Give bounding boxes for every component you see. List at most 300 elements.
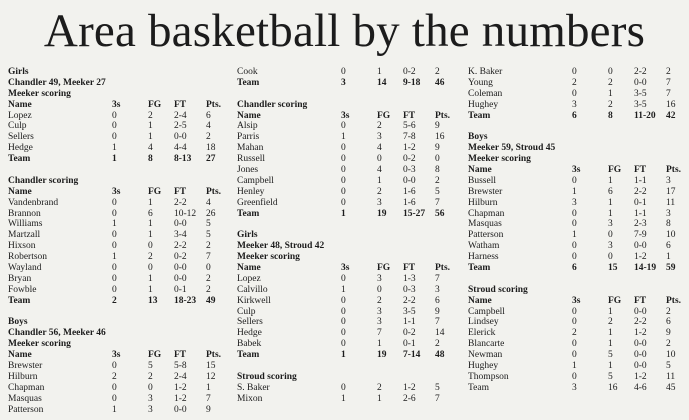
field-goals: 1 [377,339,382,350]
points: 9 [435,306,440,317]
player-stat-row [468,219,682,230]
points: Pts. [666,165,682,176]
three-pointers: 3 [572,99,577,110]
free-throws: 1-2 [174,393,187,404]
points: 9 [206,404,211,415]
field-goals: 1 [148,132,153,143]
section-heading: Meeker 48, Stroud 42 [237,241,325,252]
player-name: S. Baker [237,382,270,393]
player-stat-row [237,67,453,78]
player-stat-row [8,132,224,143]
field-goals: 2 [377,121,382,132]
player-name: Name [8,99,32,110]
three-pointers: 0 [112,263,117,274]
section-heading: Girls [8,67,29,77]
three-pointers: 0 [341,121,346,132]
section-heading: Meeker scoring [8,88,71,99]
free-throws: 7-8 [403,132,416,143]
player-stat-row [468,187,682,198]
free-throws: 4-4 [174,143,187,154]
player-name: Bussell [468,175,496,186]
points: 2 [666,339,671,350]
field-goals: 3 [377,132,382,143]
player-stat-row [468,100,682,111]
three-pointers: 0 [572,67,577,77]
player-stat-row [468,230,682,241]
player-name: Name [468,295,492,306]
player-stat-row [8,361,224,372]
field-goals: 3 [377,317,382,328]
player-name: Hedge [8,143,33,154]
three-pointers: 0 [572,219,577,230]
free-throws: 0-0 [174,132,187,143]
field-goals: 1 [608,208,613,219]
free-throws: 0-0 [174,404,187,415]
player-name: Young [468,77,493,88]
three-pointers: 0 [112,208,117,219]
three-pointers: 0 [341,382,346,393]
points: 48 [435,350,445,361]
field-goals: 13 [148,295,158,306]
field-goals: 1 [608,339,613,350]
field-goals: 14 [377,77,387,88]
points: Pts. [206,350,222,361]
free-throws: 0-0 [174,263,187,274]
field-goals: FG [608,165,622,176]
field-goals: 1 [148,197,153,208]
player-stat-row [8,263,224,274]
section-heading: Meeker 59, Stroud 45 [468,143,556,154]
three-pointers: 0 [341,186,346,197]
points: 2 [435,339,440,350]
free-throws: 8-13 [174,154,192,165]
player-stat-row [237,296,453,307]
points: Pts. [435,110,451,121]
free-throws: FT [634,295,647,306]
field-goals: 2 [377,186,382,197]
team-total-row [237,78,453,89]
free-throws: 15-27 [403,208,426,219]
field-goals: 1 [148,121,153,132]
three-pointers: 0 [341,328,346,339]
section-heading: Boys [468,132,488,143]
player-name: Sellers [8,132,34,143]
three-pointers: 0 [341,165,346,176]
player-stat-row [468,339,682,350]
player-name: Vandenbrand [8,197,59,208]
section-gap [237,361,453,372]
field-goals: 2 [377,382,382,393]
field-goals: 1 [608,328,613,339]
points: 7 [435,197,440,208]
points: 16 [666,99,676,110]
field-goals: 0 [148,241,153,252]
free-throws: 1-1 [634,175,647,186]
three-pointers: 0 [572,306,577,317]
player-stat-row [8,230,224,241]
free-throws: FT [174,350,187,361]
player-name: Newman [468,350,503,361]
three-pointers: 1 [112,154,117,165]
points: 1 [666,252,671,263]
player-stat-row [237,154,453,165]
free-throws: 2-6 [403,393,416,404]
points: 49 [206,295,216,306]
free-throws: 0-2 [403,328,416,339]
free-throws: 14-19 [634,263,657,274]
player-name: Name [468,165,492,176]
points: 45 [666,382,676,393]
field-goals: 1 [148,219,153,230]
free-throws: 0-3 [403,284,416,295]
free-throws: 3-5 [634,88,647,99]
free-throws: 0-3 [403,165,416,176]
field-goals: 4 [377,143,382,154]
three-pointers: 0 [341,273,346,284]
field-goals: 3 [608,219,613,230]
free-throws: 2-2 [634,186,647,197]
section-heading: Girls [237,230,258,241]
points: 3 [435,284,440,295]
field-goals: FG [377,263,391,274]
points: 11 [666,371,676,382]
field-goals: 0 [377,284,382,295]
three-pointers: 1 [341,393,346,404]
field-goals: 2 [608,317,613,328]
points: 6 [666,241,671,252]
three-pointers: 0 [112,132,117,143]
stat-header-row [8,187,224,198]
field-goals: 19 [377,208,387,219]
player-name: Name [8,186,32,197]
field-goals: 3 [377,273,382,284]
player-stat-row [468,307,682,318]
three-pointers: 0 [572,350,577,361]
points: 7 [206,252,211,263]
points: 8 [435,165,440,176]
player-name: Masquas [468,219,502,230]
free-throws: 2-3 [634,219,647,230]
player-name: Team [8,295,31,306]
three-pointers: 0 [341,175,346,186]
player-name: Elerick [468,328,496,339]
points: Pts. [206,186,222,197]
free-throws: 0-2 [174,252,187,263]
player-stat-row [468,198,682,209]
player-name: Team [468,382,489,393]
player-stat-row [8,121,224,132]
player-name: Mahan [237,143,264,154]
player-stat-row [237,176,453,187]
player-name: Bryan [8,273,32,284]
player-name: Brewster [8,361,43,372]
points: 0 [206,263,211,274]
three-pointers: 0 [112,110,117,121]
player-stat-row [468,328,682,339]
player-stat-row [8,241,224,252]
field-goals: 19 [377,350,387,361]
player-name: Robertson [8,252,48,263]
player-name: Team [468,263,491,274]
stat-header-row [8,100,224,111]
player-name: Patterson [8,404,44,415]
field-goals: 1 [377,175,382,186]
player-name: Team [237,208,260,219]
three-pointers: 3s [341,263,350,274]
three-pointers: 1 [112,219,117,230]
team-total-row [237,350,453,361]
free-throws: FT [174,99,187,110]
free-throws: 0-0 [634,361,647,372]
three-pointers: 0 [341,306,346,317]
three-pointers: 0 [341,339,346,350]
points: 11 [666,197,676,208]
three-pointers: 0 [572,252,577,263]
three-pointers: 0 [341,154,346,165]
player-stat-row [237,187,453,198]
three-pointers: 1 [341,284,346,295]
player-name: Babek [237,339,262,350]
player-stat-row [468,372,682,383]
free-throws: 2-2 [634,317,647,328]
three-pointers: 0 [341,197,346,208]
player-name: Chapman [468,208,505,219]
player-name: Masquas [8,393,42,404]
points: 14 [435,328,445,339]
points: 7 [435,273,440,284]
three-pointers: 1 [572,230,577,241]
three-pointers: 0 [112,121,117,132]
three-pointers: 0 [572,339,577,350]
player-stat-row [237,198,453,209]
free-throws: 3-4 [174,230,187,241]
section-heading: Meeker scoring [468,154,531,165]
field-goals: 8 [608,110,613,121]
field-goals: 2 [148,252,153,263]
free-throws: 1-1 [403,317,416,328]
free-throws: 2-2 [174,197,187,208]
free-throws: 0-0 [634,350,647,361]
three-pointers: 0 [572,88,577,99]
field-goals: 5 [148,361,153,372]
points: 2 [206,241,211,252]
field-goals: FG [148,350,162,361]
player-name: Hixson [8,241,36,252]
section-heading: Stroud scoring [237,371,297,382]
section-heading: Meeker scoring [237,252,300,263]
player-stat-row [8,372,224,383]
free-throws: 1-2 [174,382,187,393]
points: 10 [666,230,676,241]
column-3 [468,67,682,394]
column-1 [8,67,224,416]
points: 1 [206,382,211,393]
field-goals: 0 [608,67,613,77]
free-throws: 2-2 [634,67,647,77]
three-pointers: 6 [572,263,577,274]
player-name: Thompson [468,371,509,382]
player-name: Lopez [237,273,261,284]
column-2 [237,67,453,405]
player-stat-row [237,274,453,285]
free-throws: 0-0 [634,241,647,252]
player-name: Calvillo [237,284,268,295]
player-name: Brannon [8,208,41,219]
section-heading: Chandler scoring [237,99,308,110]
player-stat-row [8,143,224,154]
points: 17 [666,186,676,197]
player-name: Brewster [468,186,503,197]
points: 3 [666,208,671,219]
three-pointers: 0 [572,317,577,328]
three-pointers: 0 [112,230,117,241]
points: 6 [206,110,211,121]
player-name: Campbell [468,306,505,317]
three-pointers: 0 [112,284,117,295]
section-gap [237,89,453,100]
player-stat-row [237,121,453,132]
player-name: Martzall [8,230,41,241]
free-throws: 0-0 [634,339,647,350]
free-throws: FT [634,165,647,176]
free-throws: 0-1 [634,197,647,208]
three-pointers: 1 [112,404,117,415]
points: 2 [666,67,671,77]
team-total-row [468,383,682,394]
free-throws: 1-2 [634,371,647,382]
player-name: Culp [237,306,256,317]
points: 3 [666,175,671,186]
player-stat-row [8,285,224,296]
player-stat-row [8,252,224,263]
free-throws: 0-0 [174,219,187,230]
points: 4 [206,121,211,132]
player-name: Team [8,154,31,165]
field-goals: 1 [377,67,382,77]
player-name: Fowble [8,284,37,295]
free-throws: 2-2 [174,241,187,252]
free-throws: 1-3 [403,273,416,284]
player-name: Campbell [237,175,274,186]
section-heading: Chandler scoring [8,175,79,186]
player-name: Lindsey [468,317,499,328]
field-goals: 7 [377,328,382,339]
player-stat-row [8,209,224,220]
three-pointers: 3s [341,110,350,121]
section-heading: Chandler 56, Meeker 46 [8,328,106,339]
player-name: Wayland [8,263,42,274]
three-pointers: 3 [341,77,346,88]
field-goals: 8 [148,154,153,165]
player-name: Harness [468,252,499,263]
three-pointers: 3s [112,186,121,197]
points: 2 [206,132,211,143]
player-name: Hughey [468,361,499,372]
points: 18 [206,143,216,154]
points: 5 [666,361,671,372]
player-name: Team [237,77,260,88]
player-name: Henley [237,186,265,197]
field-goals: 5 [608,350,613,361]
section-gap [8,165,224,176]
field-goals: 15 [608,263,618,274]
three-pointers: 3s [572,165,581,176]
player-name: Hilburn [8,371,38,382]
section-gap [468,121,682,132]
points: 59 [666,263,676,274]
field-goals: FG [608,295,622,306]
field-goals: 2 [377,295,382,306]
free-throws: 1-2 [634,252,647,263]
three-pointers: 0 [572,208,577,219]
free-throws: 1-1 [634,208,647,219]
free-throws: 0-2 [403,154,416,165]
three-pointers: 3 [572,382,577,393]
three-pointers: 0 [112,273,117,284]
field-goals: FG [148,99,162,110]
three-pointers: 1 [112,143,117,154]
field-goals: 3 [608,241,613,252]
field-goals: 1 [608,88,613,99]
field-goals: 0 [608,230,613,241]
page-title: Area basketball by the numbers [43,5,646,57]
three-pointers: 3 [572,197,577,208]
field-goals: 3 [377,197,382,208]
free-throws: 5-6 [403,121,416,132]
three-pointers: 3s [112,350,121,361]
player-stat-row [8,394,224,405]
points: 10 [666,350,676,361]
three-pointers: 6 [572,110,577,121]
player-name: Watham [468,241,500,252]
points: 12 [206,371,216,382]
points: 7 [206,393,211,404]
stat-header-row [468,165,682,176]
free-throws: 1-6 [403,186,416,197]
field-goals: 1 [608,361,613,372]
player-name: Hughey [468,99,499,110]
three-pointers: 1 [572,361,577,372]
three-pointers: 1 [341,208,346,219]
player-stat-row [468,209,682,220]
points: 46 [435,77,445,88]
three-pointers: 1 [341,132,346,143]
points: 8 [666,219,671,230]
field-goals: 1 [148,273,153,284]
team-total-row [468,263,682,274]
field-goals: 16 [608,382,618,393]
player-name: Name [8,350,32,361]
free-throws: 9-18 [403,77,421,88]
points: 9 [666,328,671,339]
player-stat-row [468,176,682,187]
section-heading: Meeker scoring [8,339,71,350]
player-name: Team [237,350,260,361]
stat-header-row [237,111,453,122]
three-pointers: 3s [112,99,121,110]
field-goals: FG [377,110,391,121]
player-name: Russell [237,154,265,165]
points: 56 [435,208,445,219]
player-name: Mixon [237,393,263,404]
player-name: Alsip [237,121,258,132]
player-stat-row [237,132,453,143]
player-stat-row [468,67,682,78]
team-total-row [8,296,224,307]
team-total-row [237,209,453,220]
free-throws: 0-0 [174,273,187,284]
free-throws: 4-6 [634,382,647,393]
